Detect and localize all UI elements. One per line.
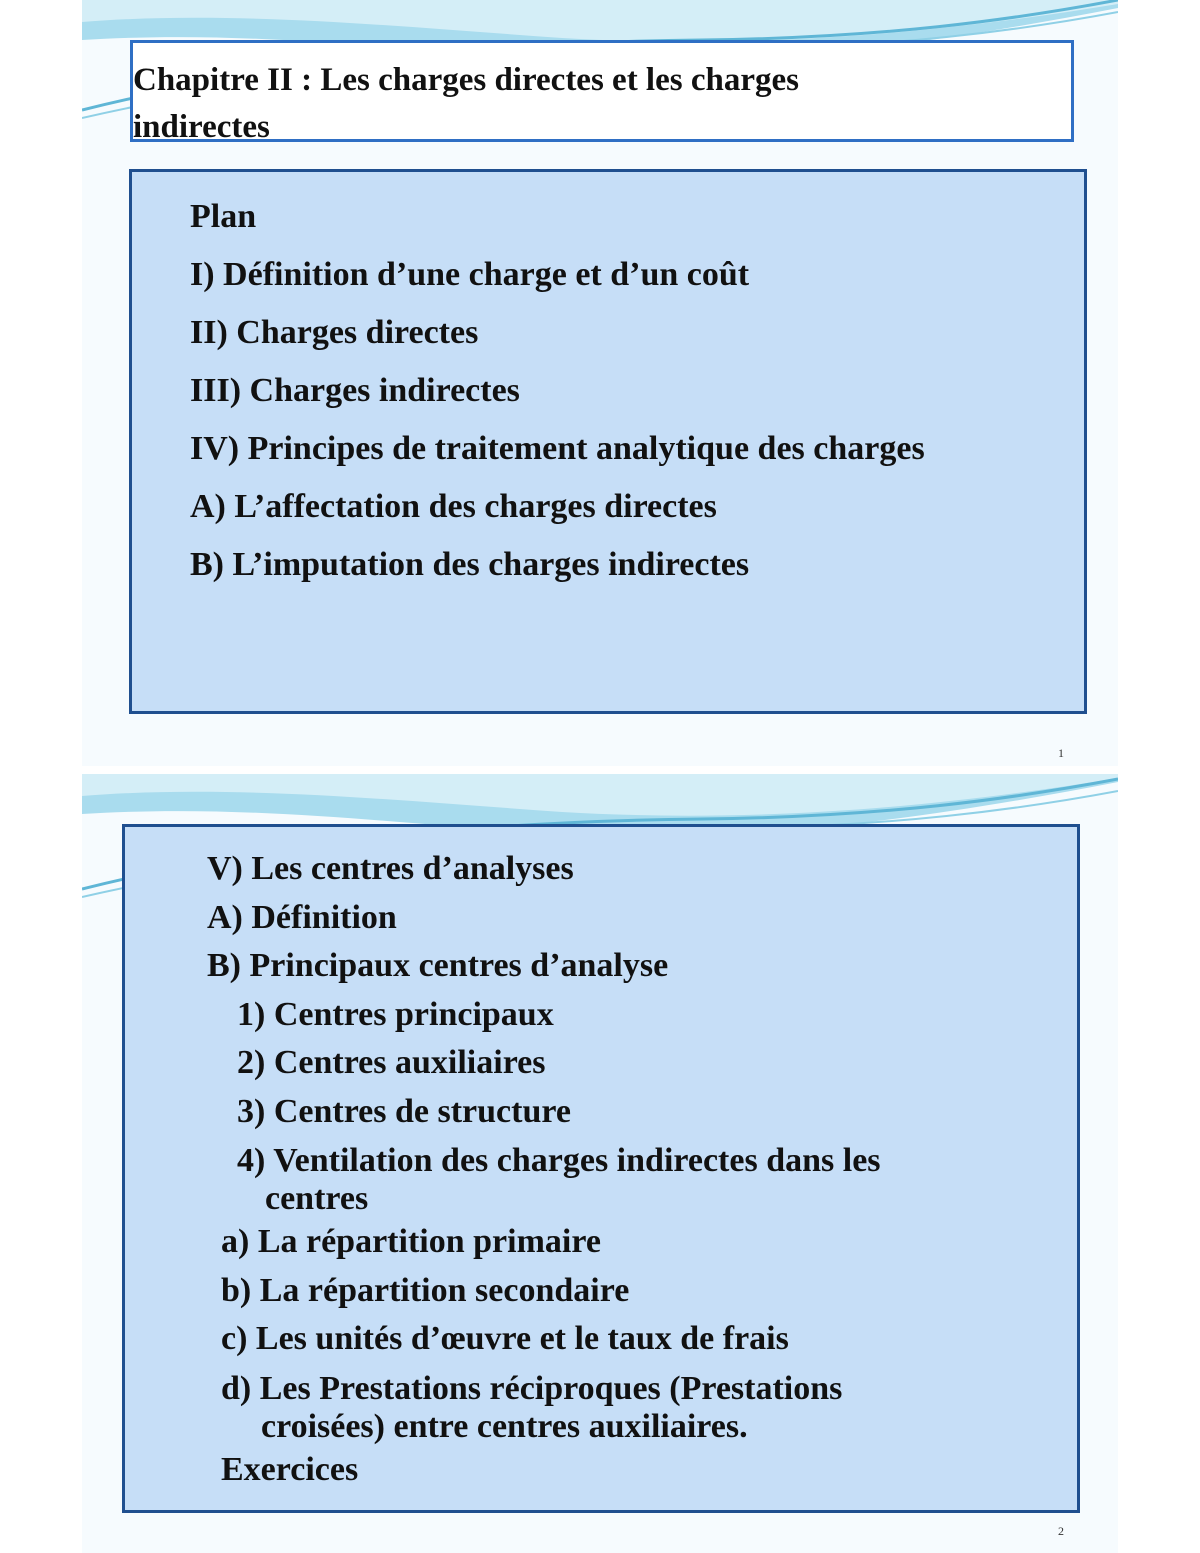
plan-item: IV) Principes de traitement analytique des charges bbox=[190, 430, 925, 467]
outline-item-line-2: centres bbox=[265, 1180, 369, 1217]
outline-item: A) Définition bbox=[207, 898, 397, 936]
outline-item-line-1: d) Les Prestations réciproques (Prestations bbox=[221, 1369, 843, 1407]
outline-item: 2) Centres auxiliaires bbox=[237, 1044, 546, 1081]
plan-item: II) Charges directes bbox=[190, 314, 479, 351]
outline-item: B) Principaux centres d’analyse bbox=[207, 947, 669, 984]
plan-item: III) Charges indirectes bbox=[190, 372, 520, 409]
outline-box bbox=[122, 824, 1080, 1513]
outline-item: b) La répartition secondaire bbox=[221, 1271, 630, 1309]
plan-box bbox=[129, 169, 1087, 714]
plan-list bbox=[190, 188, 925, 594]
slide-1 bbox=[82, 0, 1118, 766]
outline-item: V) Les centres d’analyses bbox=[207, 850, 574, 887]
plan-item: A) L’affectation des charges directes bbox=[190, 488, 717, 525]
outline-item: c) Les unités d’œuvre et le taux de frais bbox=[221, 1320, 789, 1357]
slide-2 bbox=[82, 774, 1118, 1553]
chapter-title bbox=[133, 57, 1073, 151]
page-number: 2 bbox=[1058, 1524, 1064, 1538]
outline-item: 3) Centres de structure bbox=[237, 1092, 571, 1130]
outline-item-line-2: croisées) entre centres auxiliaires. bbox=[261, 1407, 748, 1445]
outline-item-line-1: 4) Ventilation des charges indirectes dans les bbox=[237, 1142, 881, 1179]
outline-item-wrapped bbox=[125, 1364, 881, 1446]
chapter-title-line-1: Chapitre II : Les charges directes et les charges bbox=[133, 62, 799, 98]
plan-heading: Plan bbox=[190, 198, 257, 235]
outline-item: a) La répartition primaire bbox=[221, 1223, 601, 1260]
chapter-title-line-2: indirectes bbox=[133, 109, 270, 145]
plan-item: B) L’imputation des charges indirectes bbox=[190, 546, 750, 583]
chapter-title-box bbox=[130, 40, 1074, 145]
page-number: 1 bbox=[1058, 746, 1064, 760]
plan-item: I) Définition d’une charge et d’un coût bbox=[190, 256, 750, 293]
outline-item-exercices: Exercices bbox=[221, 1450, 359, 1488]
outline-list bbox=[125, 845, 881, 1494]
outline-item-wrapped bbox=[125, 1136, 881, 1218]
outline-item: 1) Centres principaux bbox=[237, 995, 554, 1033]
